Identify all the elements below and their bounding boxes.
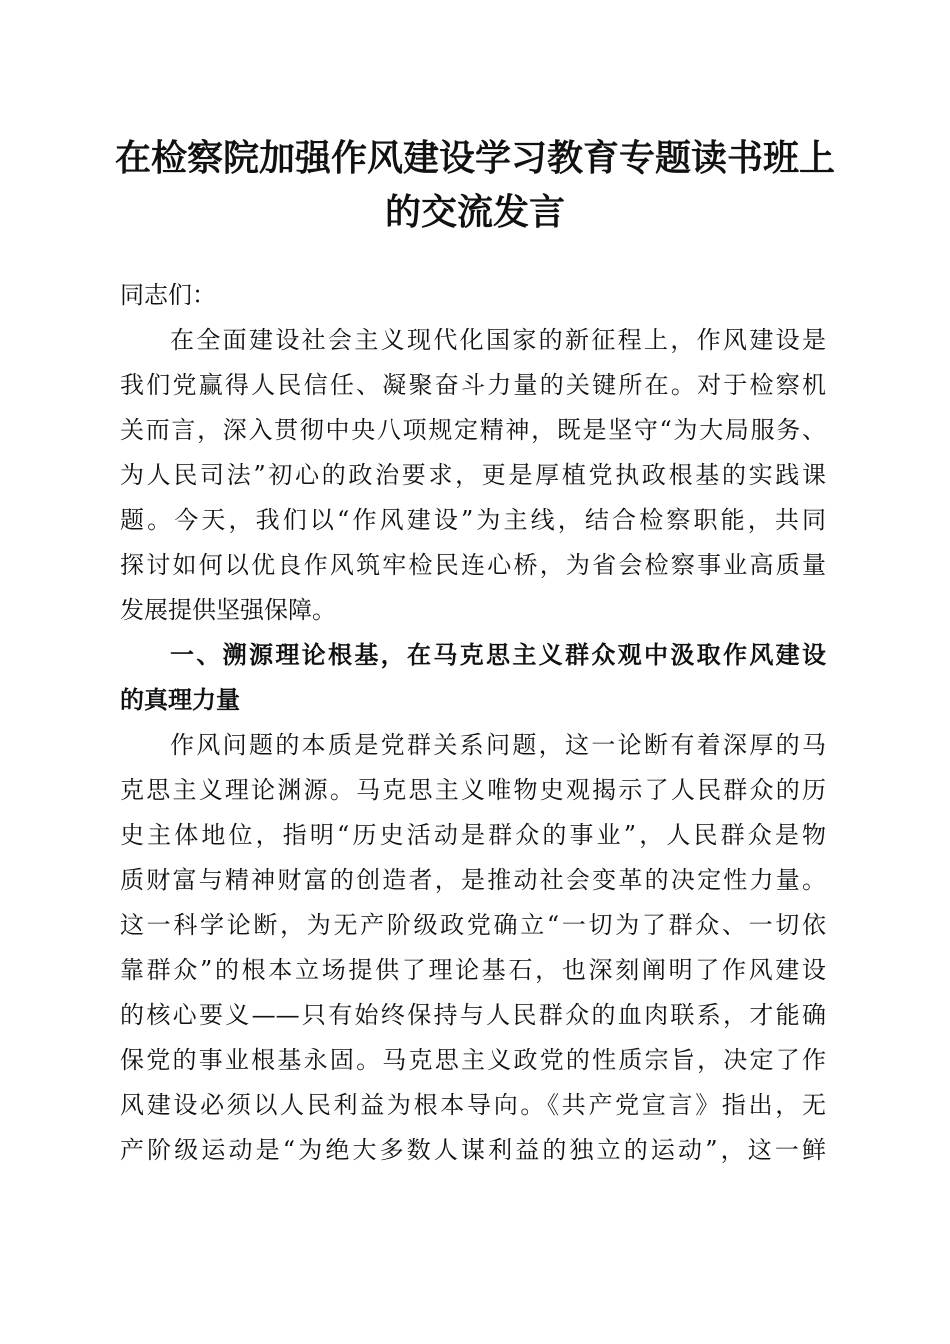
salutation: 同志们： — [120, 281, 216, 309]
paragraph-line: 质财富与精神财富的创造者，是推动社会变革的决定性力量。 — [120, 866, 826, 894]
paragraph-line: 产阶级运动是“为绝大多数人谋利益的独立的运动”，这一鲜 — [120, 1136, 826, 1164]
paragraph-line: 关而言，深入贯彻中央八项规定精神，既是坚守“为大局服务、 — [120, 416, 826, 444]
paragraph-line: 这一科学论断，为无产阶级政党确立“一切为了群众、一切依 — [120, 911, 826, 939]
title-line-2: 的交流发言 — [384, 191, 565, 233]
paragraph-line: 为人民司法”初心的政治要求，更是厚植党执政根基的实践课 — [120, 461, 826, 489]
paragraph-line: 克思主义理论渊源。马克思主义唯物史观揭示了人民群众的历 — [120, 776, 826, 804]
heading-line: 的真理力量 — [120, 686, 240, 714]
paragraph-line: 史主体地位，指明“历史活动是群众的事业”，人民群众是物 — [120, 821, 826, 849]
paragraph-2 — [120, 723, 826, 1173]
paragraph-line: 的核心要义——只有始终保持与人民群众的血肉联系，才能确 — [120, 1001, 826, 1029]
paragraph-line: 靠群众”的根本立场提供了理论基石，也深刻阐明了作风建设 — [120, 956, 826, 984]
document-title — [90, 131, 860, 239]
paragraph-line: 保党的事业根基永固。马克思主义政党的性质宗旨，决定了作 — [120, 1046, 826, 1074]
document-body — [120, 273, 826, 1173]
paragraph-line: 作风问题的本质是党群关系问题，这一论断有着深厚的马 — [170, 731, 826, 759]
paragraph-line: 发展提供坚强保障。 — [120, 596, 336, 624]
paragraph-line: 探讨如何以优良作风筑牢检民连心桥，为省会检察事业高质量 — [120, 551, 826, 579]
paragraph-line: 风建设必须以人民利益为根本导向。《共产党宣言》指出，无 — [120, 1091, 826, 1119]
title-line-1: 在检察院加强作风建设学习教育专题读书班上 — [114, 137, 835, 179]
heading-line: 一、溯源理论根基，在马克思主义群众观中汲取作风建设 — [170, 641, 826, 669]
paragraph-line: 我们党赢得人民信任、凝聚奋斗力量的关键所在。对于检察机 — [120, 371, 826, 399]
paragraph-line: 题。今天，我们以“作风建设”为主线，结合检察职能，共同 — [120, 506, 826, 534]
paragraph-1 — [120, 318, 826, 633]
section-heading-1 — [120, 633, 826, 723]
paragraph-line: 在全面建设社会主义现代化国家的新征程上，作风建设是 — [170, 326, 826, 354]
